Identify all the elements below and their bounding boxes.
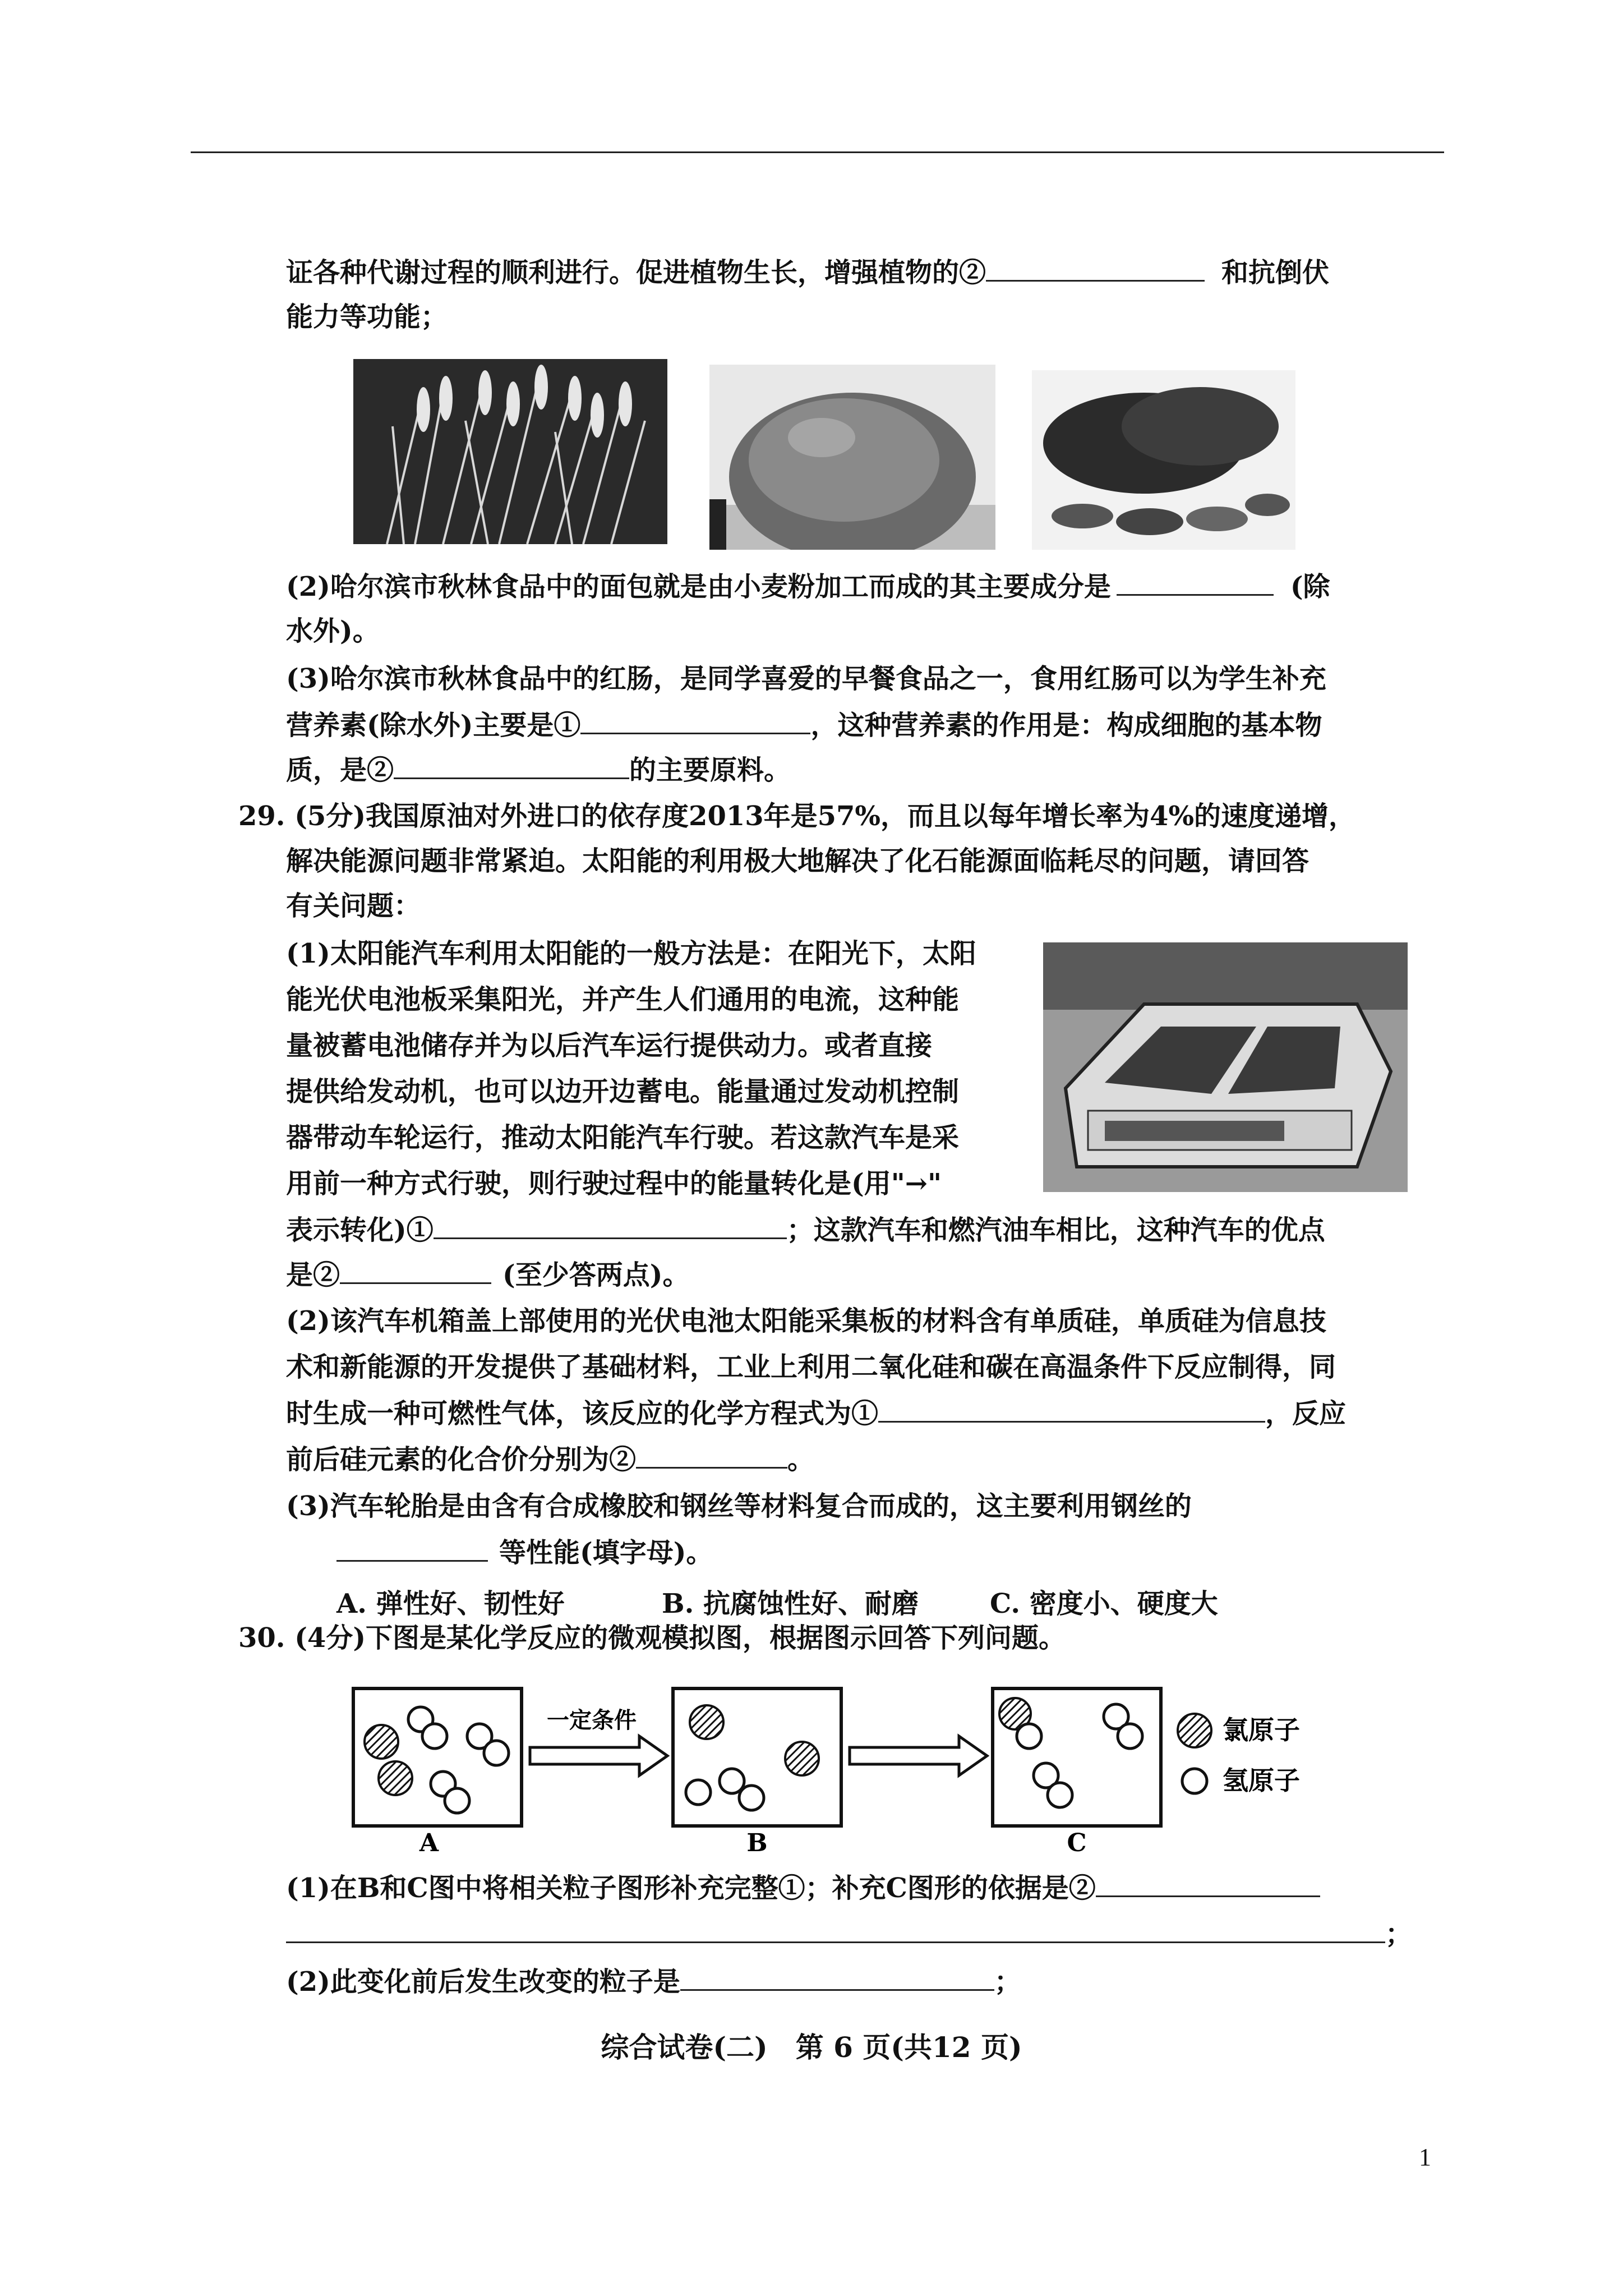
answer-blank[interactable]: [680, 1964, 994, 1991]
text: ，反应: [1265, 1398, 1347, 1429]
text-line: [286, 1442, 814, 1476]
text-line: 能力等功能；: [286, 301, 448, 333]
box-a-label: A: [419, 1829, 439, 1857]
text: (1)在B和C图中将相关粒子图形补充完整①；补充C图形的依据是②: [286, 1872, 1096, 1904]
hydrogen-atom: [484, 1741, 509, 1765]
wheat-illustration: [353, 359, 667, 544]
arrow-right-icon: [530, 1736, 667, 1775]
page-footer: 综合试卷(二) 第 6 页(共12 页): [601, 2031, 1022, 2064]
option-b: B. 抗腐蚀性好、耐磨: [662, 1588, 919, 1619]
solar-car-illustration: [1043, 942, 1408, 1192]
text-line: (3)汽车轮胎是由含有合成橡胶和钢丝等材料复合而成的，这主要利用钢丝的: [286, 1490, 1192, 1522]
legend-hydrogen-icon: [1182, 1769, 1207, 1793]
answer-blank[interactable]: [1096, 1871, 1320, 1897]
text-line: 量被蓄电池储存并为以后汽车运行提供动力。或者直接: [286, 1030, 933, 1061]
text-line: [286, 1964, 1021, 1999]
question-30-stem: 30. (4分)下图是某化学反应的微观模拟图，根据图示回答下列问题。: [238, 1622, 1066, 1654]
text-line: 用前一种方式行驶，则行驶过程中的能量转化是(用"→": [286, 1168, 942, 1199]
page-number: 1: [1419, 2143, 1431, 2171]
answer-blank[interactable]: [878, 1396, 1265, 1423]
legend-chlorine-icon: [1178, 1714, 1211, 1747]
answer-blank[interactable]: [394, 753, 629, 779]
hydrogen-atom: [1017, 1724, 1041, 1749]
question-29-stem: 29. (5分)我国原油对外进口的依存度2013年是57%，而且以每年增长率为4%的速度递增，: [238, 800, 1356, 832]
hydrogen-atom: [686, 1780, 711, 1805]
sausage-illustration: [1032, 370, 1295, 550]
text: 时生成一种可燃性气体，该反应的化学方程式为①: [286, 1398, 879, 1429]
option-a: A. 弹性好、韧性好: [336, 1588, 565, 1619]
text-line: [286, 1871, 1320, 1905]
text: 等性能(填字母)。: [499, 1537, 713, 1568]
answer-blank[interactable]: [336, 1535, 488, 1562]
text: 表示转化)①: [286, 1214, 434, 1246]
answer-blank[interactable]: [340, 1258, 491, 1284]
solar-car-photo: [1043, 942, 1408, 1192]
box-c-label: C: [1067, 1829, 1087, 1857]
hydrogen-atom: [1048, 1783, 1072, 1807]
text: 。: [787, 1444, 815, 1475]
text-line: [286, 569, 1330, 604]
text: 是②: [286, 1259, 340, 1291]
answer-blank[interactable]: [434, 1213, 787, 1239]
bread-illustration: [709, 365, 995, 550]
text: 营养素(除水外)主要是①: [286, 710, 581, 741]
text: 前后硅元素的化合价分别为②: [286, 1444, 637, 1475]
text-line: 有关问题：: [286, 890, 421, 922]
text-line: 术和新能源的开发提供了基础材料，工业上利用二氧化硅和碳在高温条件下反应制得，同: [286, 1351, 1336, 1383]
hydrogen-atom: [739, 1786, 764, 1810]
reaction-diagram: [336, 1677, 1324, 1862]
text-line: [336, 1535, 713, 1570]
wheat-photo: [353, 359, 667, 544]
text-line: (1)太阳能汽车利用太阳能的一般方法是：在阳光下，太阳: [286, 938, 976, 969]
text: 的主要原料。: [629, 754, 791, 786]
box-b-label: B: [746, 1829, 768, 1857]
text: 和抗倒伏: [1221, 257, 1330, 288]
text: (至少答两点)。: [502, 1259, 690, 1291]
answer-blank[interactable]: [580, 708, 810, 734]
text: ，这种营养素的作用是：构成细胞的基本物: [810, 710, 1322, 741]
text-line: [286, 1396, 1346, 1430]
arrow-right-icon: [850, 1736, 987, 1775]
chlorine-atom: [365, 1725, 398, 1759]
chlorine-atom: [785, 1742, 819, 1775]
answer-blank[interactable]: [286, 1917, 1385, 1943]
text: ；: [994, 1966, 1021, 1998]
arrow-label: 一定条件: [547, 1707, 637, 1733]
option-c: C. 密度小、硬度大: [990, 1588, 1218, 1619]
text-line: 提供给发动机，也可以边开边蓄电。能量通过发动机控制: [286, 1076, 960, 1107]
text-line: [286, 708, 1322, 742]
text-line: 水外)。: [286, 615, 380, 647]
text: ；这款汽车和燃汽油车相比，这种汽车的优点: [786, 1214, 1325, 1246]
text-line: [286, 1213, 1325, 1247]
text-line: [286, 1917, 1412, 1951]
legend-chlorine-label: 氯原子: [1223, 1715, 1300, 1745]
text-line: (3)哈尔滨市秋林食品中的红肠，是同学喜爱的早餐食品之一，食用红肠可以为学生补充: [286, 663, 1326, 694]
header-rule: [191, 151, 1444, 153]
text: (2)哈尔滨市秋林食品中的面包就是由小麦粉加工而成的其主要成分是: [286, 571, 1111, 602]
answer-blank[interactable]: [1117, 569, 1274, 596]
answer-blank[interactable]: [986, 255, 1205, 282]
text-line: [286, 1258, 689, 1292]
text: 证各种代谢过程的顺利进行。促进植物生长，增强植物的②: [286, 257, 986, 288]
text-line: (2)该汽车机箱盖上部使用的光伏电池太阳能采集板的材料含有单质硅，单质硅为信息技: [286, 1305, 1326, 1337]
legend-hydrogen-label: 氢原子: [1223, 1765, 1300, 1796]
answer-blank[interactable]: [636, 1442, 787, 1469]
sausage-photo: [1032, 370, 1295, 550]
text: (2)此变化前后发生改变的粒子是: [286, 1966, 680, 1998]
hydrogen-atom: [445, 1788, 469, 1813]
text-line: 能光伏电池板采集阳光，并产生人们通用的电流，这种能: [286, 984, 960, 1015]
text: ；: [1385, 1918, 1413, 1950]
text: (除: [1290, 571, 1330, 602]
hydrogen-atom: [422, 1724, 447, 1749]
bread-photo: [709, 365, 995, 550]
text-line: [286, 255, 1329, 289]
text: 质，是②: [286, 754, 394, 786]
hydrogen-atom: [1118, 1724, 1142, 1749]
chlorine-atom: [690, 1705, 723, 1739]
text-line: 解决能源问题非常紧迫。太阳能的利用极大地解决了化石能源面临耗尽的问题，请回答: [286, 845, 1310, 877]
chlorine-atom: [379, 1761, 412, 1795]
text-line: [286, 753, 791, 787]
text-line: 器带动车轮运行，推动太阳能汽车行驶。若这款汽车是采: [286, 1122, 960, 1153]
